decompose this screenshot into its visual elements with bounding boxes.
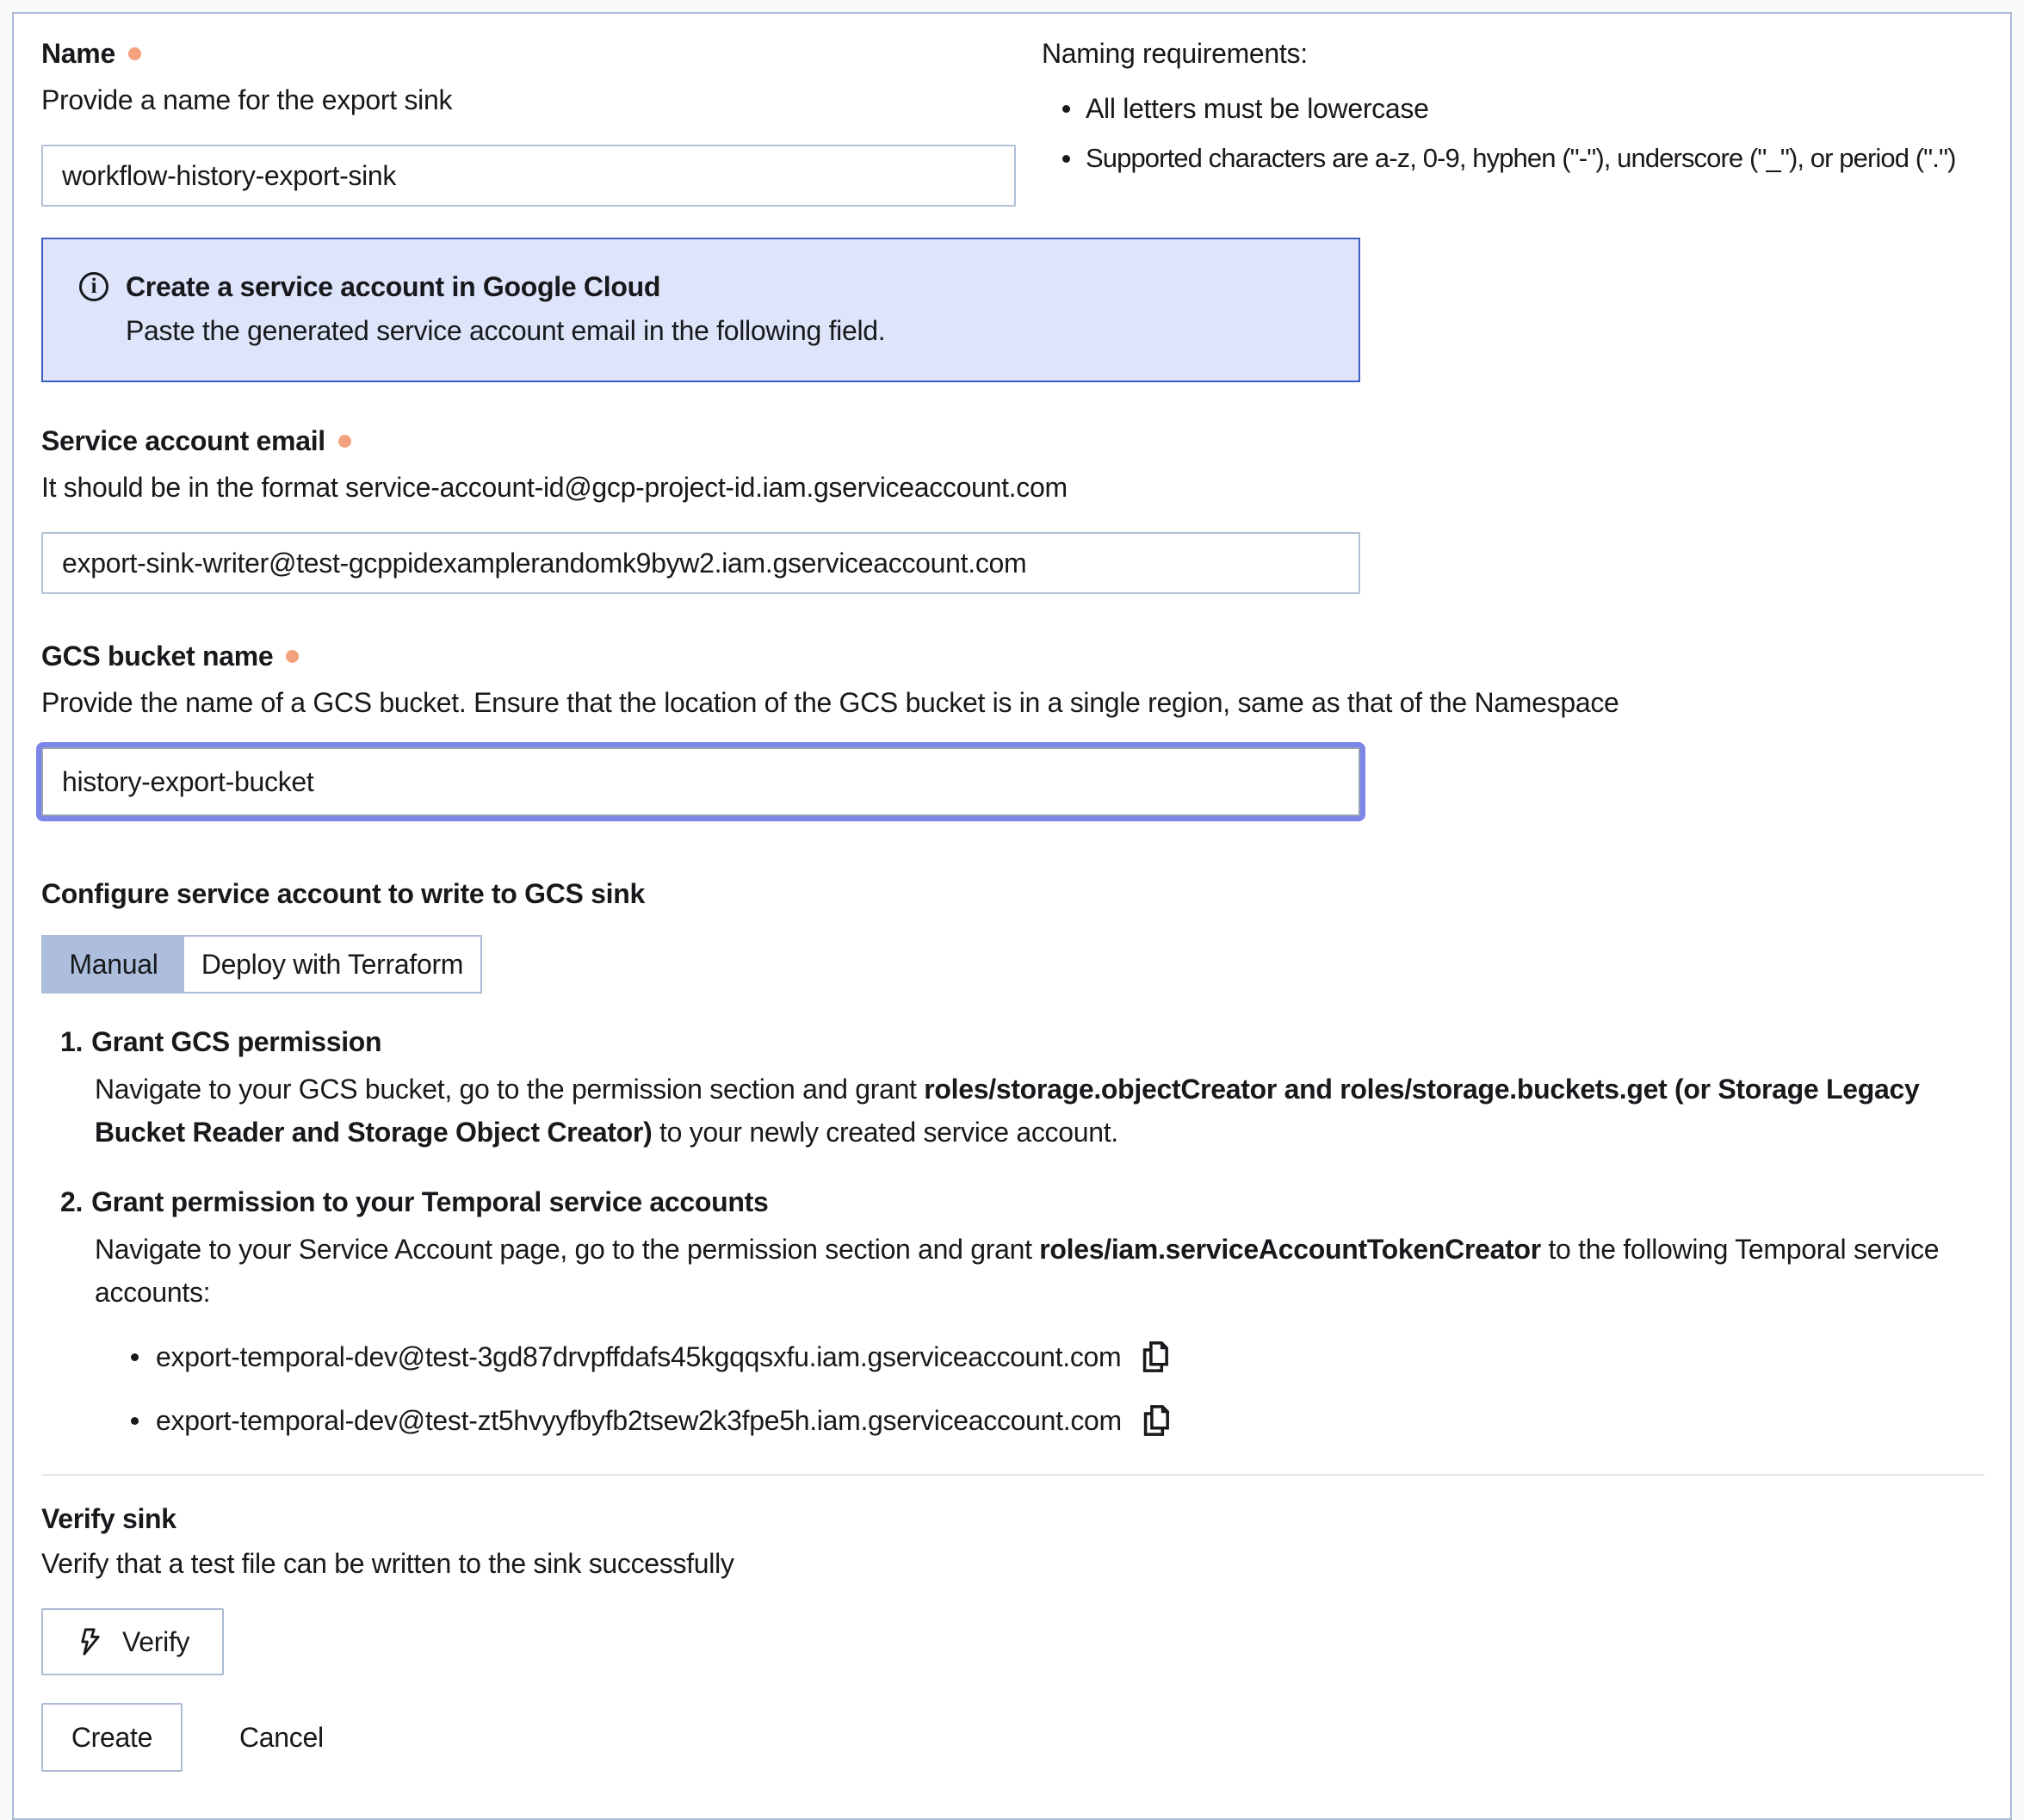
required-dot-icon xyxy=(286,650,299,663)
step-2-body xyxy=(95,1228,1980,1314)
step-1-title-text: Grant GCS permission xyxy=(91,1026,382,1057)
temporal-accounts-list xyxy=(131,1338,1984,1439)
bullet-icon xyxy=(1062,105,1070,113)
copy-icon xyxy=(1141,1404,1172,1437)
bucket-description: Provide the name of a GCS bucket. Ensure that the location of the GCS bucket is in a single region, same as that of the Namespace xyxy=(41,687,1619,718)
form-actions xyxy=(41,1703,1984,1772)
export-sink-form-panel xyxy=(12,12,2012,1820)
step-1-body-suffix: to your newly created service account. xyxy=(652,1117,1118,1148)
temporal-account-item xyxy=(131,1402,1984,1439)
naming-requirements-title: Naming requirements: xyxy=(1042,38,1308,69)
bucket-label-row xyxy=(41,639,1984,673)
temporal-account-email: export-temporal-dev@test-3gd87drvpffdafs45kgqqsxfu.iam.gserviceaccount.com xyxy=(156,1341,1122,1372)
top-row xyxy=(41,36,1984,207)
required-dot-icon xyxy=(128,47,141,60)
step-2-body-suffix: to the following Temporal service accounts: xyxy=(95,1234,1940,1308)
name-input[interactable] xyxy=(41,145,1016,207)
service-account-label: Service account email xyxy=(41,425,325,456)
tab-deploy-terraform[interactable]: Deploy with Terraform xyxy=(184,937,480,992)
bullet-icon xyxy=(131,1417,139,1425)
naming-requirement-item xyxy=(1042,90,1984,127)
step-2-title xyxy=(60,1185,1984,1219)
configure-tabs xyxy=(41,935,482,994)
step-1-body xyxy=(95,1068,1980,1154)
naming-requirements xyxy=(1042,36,1984,189)
bucket-label: GCS bucket name xyxy=(41,641,274,672)
service-account-email-input[interactable] xyxy=(41,532,1360,594)
step-2-body-role: roles/iam.serviceAccountTokenCreator xyxy=(1039,1234,1541,1265)
step-2-title-text: Grant permission to your Temporal service accounts xyxy=(91,1186,769,1217)
verify-sink-title: Verify sink xyxy=(41,1503,176,1534)
gcs-bucket-name-input[interactable] xyxy=(41,747,1360,816)
name-field-label-row xyxy=(41,36,1016,71)
name-field-group xyxy=(41,36,1016,207)
verify-sink-description: Verify that a test file can be written to the sink successfully xyxy=(41,1548,734,1579)
section-divider xyxy=(41,1474,1984,1476)
info-circle-icon: i xyxy=(79,272,108,301)
info-banner-content xyxy=(126,269,885,350)
copy-account-email-button[interactable] xyxy=(1141,1404,1172,1437)
info-banner-body: Paste the generated service account email in the following field. xyxy=(126,315,886,346)
name-field-label: Name xyxy=(41,38,115,69)
service-account-field-group xyxy=(41,424,1984,594)
step-1-body-prefix: Navigate to your GCS bucket, go to the permission section and grant xyxy=(95,1074,925,1105)
cancel-button[interactable]: Cancel xyxy=(239,1721,324,1753)
bucket-field-group xyxy=(41,639,1984,816)
temporal-account-item xyxy=(131,1338,1984,1376)
configure-section-title: Configure service account to write to GCS sink xyxy=(41,878,646,909)
naming-requirement-text: All letters must be lowercase xyxy=(1086,93,1429,124)
info-banner-title: Create a service account in Google Cloud xyxy=(126,271,661,302)
naming-requirement-text: Supported characters are a-z, 0-9, hyphen ("-"), underscore ("_"), or period (".") xyxy=(1086,143,1956,173)
service-account-description: It should be in the format service-account-id@gcp-project-id.iam.gserviceaccount.com xyxy=(41,472,1068,503)
create-button[interactable]: Create xyxy=(41,1703,183,1772)
step-2-body-prefix: Navigate to your Service Account page, go to the permission section and grant xyxy=(95,1234,1040,1265)
verify-button-label: Verify xyxy=(122,1625,190,1657)
info-banner xyxy=(41,238,1360,382)
step-1-number: 1. xyxy=(60,1026,84,1057)
required-dot-icon xyxy=(338,435,351,448)
bullet-icon xyxy=(131,1353,139,1361)
step-1-title xyxy=(60,1025,1984,1059)
name-field-description: Provide a name for the export sink xyxy=(41,84,453,115)
step-1-body-roles: roles/storage.objectCreator and roles/storage.buckets.get (or Storage Legacy Bucket Reader and Storage Object Creator) xyxy=(95,1074,1920,1148)
verify-button[interactable] xyxy=(41,1608,224,1675)
service-account-label-row xyxy=(41,424,1984,458)
naming-requirement-item xyxy=(1042,139,1984,177)
tab-manual[interactable]: Manual xyxy=(43,937,184,992)
bullet-icon xyxy=(1062,155,1070,163)
bolt-icon xyxy=(76,1626,105,1657)
copy-icon xyxy=(1140,1340,1171,1373)
step-2-number: 2. xyxy=(60,1186,84,1217)
copy-account-email-button[interactable] xyxy=(1140,1340,1171,1373)
temporal-account-email: export-temporal-dev@test-zt5hvyyfbyfb2tsew2k3fpe5h.iam.gserviceaccount.com xyxy=(156,1405,1122,1436)
